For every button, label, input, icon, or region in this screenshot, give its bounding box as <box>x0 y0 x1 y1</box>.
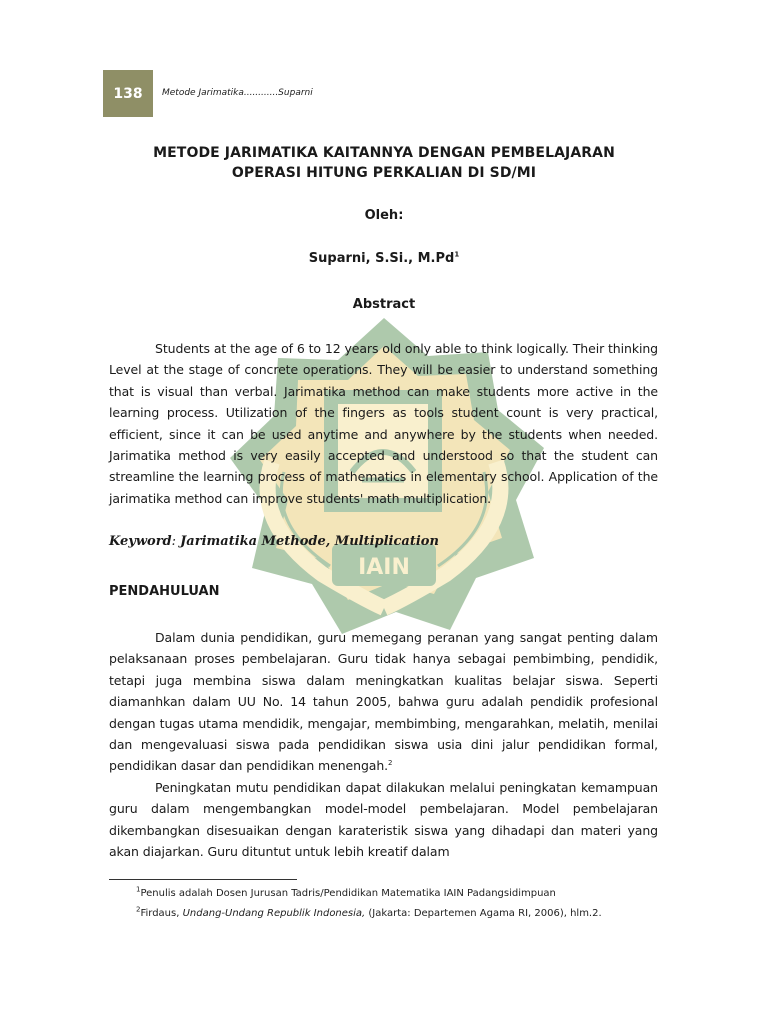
keywords-values: Jarimatika Methode, Multiplication <box>180 534 439 549</box>
footnote-2-title: Undang-Undang Republik Indonesia, <box>182 908 366 919</box>
author-name: Suparni, S.Si., M.Pd <box>308 251 455 266</box>
author-footnote-mark: 1 <box>454 250 460 259</box>
intro-paragraph-1-text: Dalam dunia pendidikan, guru memegang peranan yang sangat penting dalam pelaksanaan proses pembelajaran. Guru tidak hanya sebagai pembimbing, pendidik, tetapi juga membina siswa dalam meningkatkan kualitas belajar siswa. Seperti diamanhkan dalam UU No. 14 tahun 2005, bahwa guru adalah pendidik profesional dengan tugas utama mendidik, mengajar, membimbing, mengarahkan, melatih, menilai dan mengevaluasi siswa pada pendidikan siswa usia dini jalur pendidikan formal, pendidikan dasar dan pendidikan menengah. <box>109 630 658 774</box>
paper-title <box>109 143 659 183</box>
section-heading: PENDAHULUAN <box>109 584 220 599</box>
footnote-divider <box>109 879 297 880</box>
intro-paragraph-2: Peningkatan mutu pendidikan dapat dilakukan melalui peningkatan kemampuan guru dalam mengembangkan model-model pembelajaran. Model pembelajaran dikembangkan disesuaikan dengan karateristik siswa yang dihadapi dan materi yang akan diajarkan. Guru dituntut untuk lebih kreatif dalam <box>109 780 658 860</box>
abstract-heading: Abstract <box>352 297 416 312</box>
keywords-line <box>109 534 439 549</box>
keywords-label: Keyword <box>109 534 172 549</box>
oleh-label: Oleh: <box>364 208 404 223</box>
running-head: Metode Jarimatika............Suparni <box>162 88 313 98</box>
intro-footnote-mark: 2 <box>388 759 393 768</box>
footnote-2 <box>136 905 602 919</box>
footnote-2-mark: 2 <box>136 905 141 914</box>
footnote-2-suffix: (Jakarta: Departemen Agama RI, 2006), hlm.2. <box>365 908 602 919</box>
paper-title-line1: METODE JARIMATIKA KAITANNYA DENGAN PEMBELAJARAN <box>153 145 615 161</box>
paper-title-line2: OPERASI HITUNG PERKALIAN DI SD/MI <box>231 165 537 181</box>
footnote-1 <box>136 885 556 899</box>
keywords-separator: : <box>171 534 181 549</box>
footnote-2-prefix: Firdaus, <box>140 908 183 919</box>
abstract-text: Students at the age of 6 to 12 years old only able to think logically. Their thinking Level at the stage of concrete operations. They will be easier to understand something that is visual than verbal. Jarimatika method can make students more active in the learning process. Utilization of the fingers as tools student count is very practical, efficient, since it can be used anytime and anywhere by the students when needed. Jarimatika method is very easily accepted and understood so that the student can streamline the learning process of mathematics in elementary school. Application of the jarimatika method can improve students' math multiplication. <box>109 341 658 506</box>
watermark-emblem-text: IAIN <box>358 555 410 580</box>
intro-paragraph-1 <box>109 627 658 777</box>
author-line <box>109 251 659 266</box>
footnote-1-mark: 1 <box>136 885 141 894</box>
footnote-1-text: Penulis adalah Dosen Jurusan Tadris/Pendidikan Matematika IAIN Padangsidimpuan <box>140 888 556 899</box>
page-number: 138 <box>103 70 153 117</box>
